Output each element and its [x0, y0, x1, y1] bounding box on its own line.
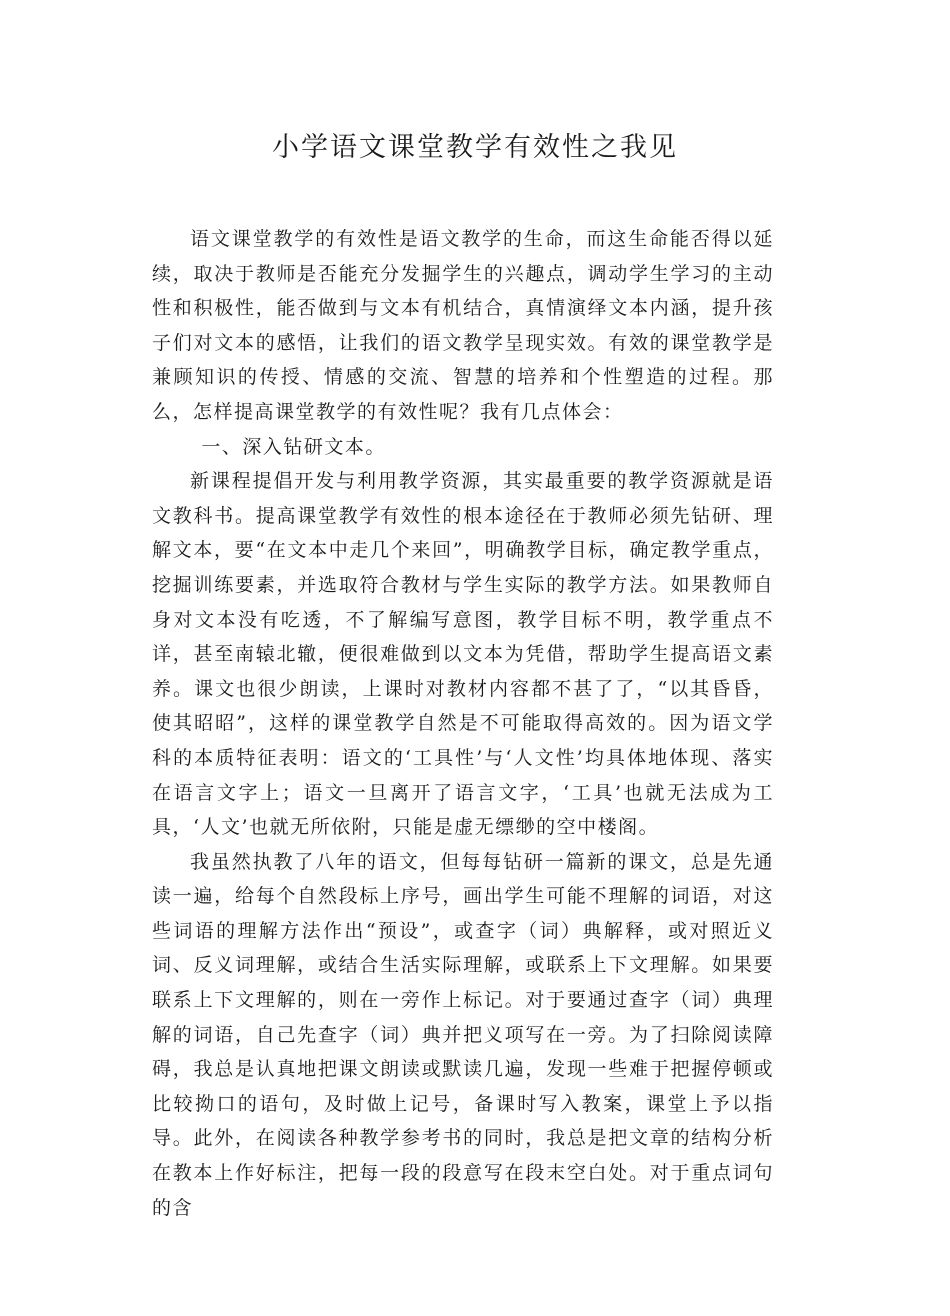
- section-heading-1: 一、深入钻研文本。: [201, 435, 386, 458]
- paragraph-intro: 语文课堂教学的有效性是语文教学的生命，而这生命能否得以延续，取决于教师是否能充分发掘学生的兴趣点，调动学生学习的主动性和积极性，能否做到与文本有机结合，真情演绎文本内涵，提升孩子们对文本的感悟，让我们的语文教学呈现实效。有效的课堂教学是兼顾知识的传授、情感的交流、智慧的培养和个性塑造的过程。那么，怎样提高课堂教学的有效性呢？我有几点体会：: [152, 228, 774, 423]
- document-title: 小学语文课堂教学有效性之我见: [272, 132, 678, 163]
- document-body: [152, 222, 774, 1225]
- paragraph-section-1: 新课程提倡开发与利用教学资源，其实最重要的教学资源就是语文教科书。提高课堂教学有效性的根本途径在于教师必须先钻研、理解文本，要“在文本中走几个来回”，明确教学目标，确定教学重点，挖掘训练要素，并选取符合教材与学生实际的教学方法。如果教师自身对文本没有吃透，不了解编写意图，教学目标不明，教学重点不详，甚至南辕北辙，便很难做到以文本为凭借，帮助学生提高语文素养。课文也很少朗读，上课时对教材内容都不甚了了，“以其昏昏，使其昭昭”，这样的课堂教学自然是不可能取得高效的。因为语文学科的本质特征表明：语文的‘工具性’与‘人文性’均具体地体现、落实在语言文字上；语文一旦离开了语言文字，‘工具’也就无法成为工具，‘人文’也就无所依附，只能是虚无缥缈的空中楼阁。: [152, 470, 774, 839]
- paragraph-experience: 我虽然执教了八年的语文，但每每钻研一篇新的课文，总是先通读一遍，给每个自然段标上序号，画出学生可能不理解的词语，对这些词语的理解方法作出“预设”，或查字（词）典解释，或对照近义词、反义词理解，或结合生活实际理解，或联系上下文理解。如果要联系上下文理解的，则在一旁作上标记。对于要通过查字（词）典理解的词语，自己先查字（词）典并把义项写在一旁。为了扫除阅读障碍，我总是认真地把课文朗读或默读几遍，发现一些难于把握停顿或比较拗口的语句，及时做上记号，备课时写入教案，课堂上予以指导。此外，在阅读各种教学参考书的同时，我总是把文章的结构分析在教本上作好标注，把每一段的段意写在段末空白处。对于重点词句的含: [152, 850, 774, 1219]
